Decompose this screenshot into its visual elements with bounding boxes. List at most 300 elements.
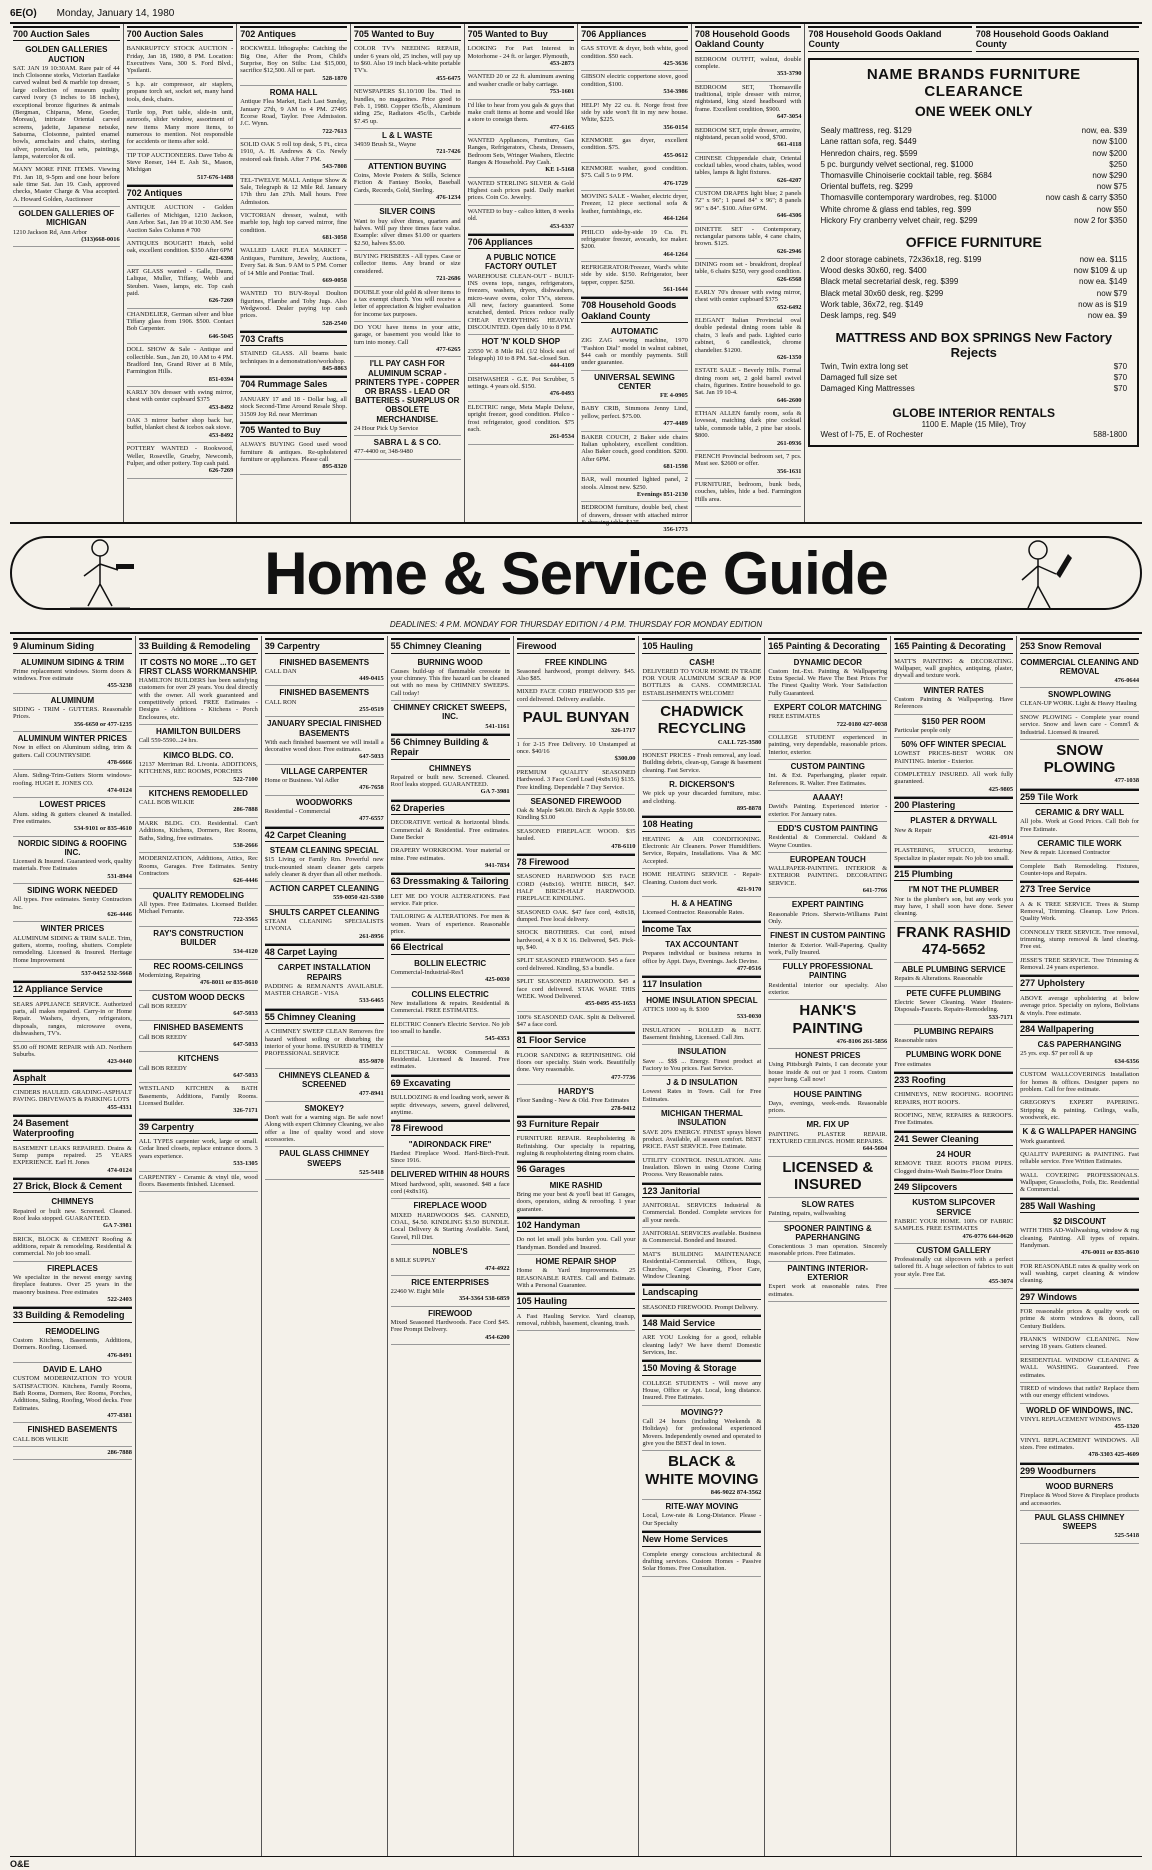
classified-ad (265, 686, 384, 717)
classified-ad (894, 845, 1013, 866)
classified-ad (1020, 993, 1139, 1021)
ad-phone: 261-0534 (549, 433, 575, 441)
store-address: 1100 E. Maple (15 Mile), Troy (921, 420, 1026, 430)
ad-body: FABRIC YOUR HOME. 100's OF FABRIC SAMPLES. FREE ESTIMATES (894, 1217, 1014, 1233)
classified-ad (894, 656, 1013, 684)
ad-body: REMOVE TREE ROOTS FROM PIPES. Clogged drains-Wash Basins-Floor Drains (894, 1160, 1014, 1175)
classified-ad (768, 791, 887, 822)
ad-body: DELIVERED TO YOUR HOME IN TRADE FOR YOUR ALUMINUM SCRAP & POP BOTTLES & CANS. COMMERCIAL ESTABLISHMENTS WELCOME! (642, 667, 762, 697)
ad-phone: 855-9870 (359, 1057, 384, 1065)
ad-phone: 421-0914 (988, 833, 1014, 841)
ad-phone: 474-4922 (485, 1264, 510, 1272)
ad-headline: WOOD BURNERS (1045, 1481, 1114, 1491)
classified-ad (581, 262, 688, 297)
classified-ad (240, 394, 347, 422)
ad-body: ELECTRIC range, Meta Maple Deluxe, upright freezer, good condition. Philco - frost refrigerator, good condition. $75 each. (467, 403, 575, 433)
classified-ad (894, 883, 1013, 921)
ad-body: With each finished basement we will install a decorative wood door. Free estimates. (264, 738, 384, 754)
ad-phone: 533-6465 (359, 997, 384, 1005)
item-price: now ea. $9 (1087, 311, 1128, 320)
section-header: 78 Firewood (517, 854, 636, 869)
ad-headline: SNOWPLOWING (1048, 690, 1112, 700)
classified-ad (13, 694, 132, 732)
item-name: Oriental buffets, reg. $299 (820, 182, 913, 192)
ad-phone: 522-2403 (107, 1296, 132, 1304)
classified-ad (13, 1363, 132, 1423)
ad-headline: IT COSTS NO MORE ...TO GET FIRST CLASS WORKMANSHIP. (139, 657, 258, 676)
classified-ad (695, 315, 802, 365)
ad-body: SEASONED OAK. $47 face cord, 4x8x18, dumped. Free local delivery. (516, 908, 636, 924)
classified-ad (13, 1447, 132, 1460)
ad-body: COLLEGE STUDENT experienced in painting, very dependable, reasonable prices. Interior, exterior. (768, 734, 888, 756)
ad-body: NEWSPAPERS $1.10/100 lbs. Tied in bundles, no magazines. Price good to Feb. 1, 1980. Copper 65c/lb., Aluminum siding 25c, Radiators 45c/lb., Carbide $7.45 up. (353, 88, 461, 125)
ad-phone: Evenings 851-2130 (636, 491, 688, 499)
section-header: 27 Brick, Block & Cement (13, 1178, 132, 1193)
classified-ad (13, 1423, 132, 1447)
classified-ad (139, 1083, 258, 1118)
section-header: 706 Appliances (581, 26, 688, 41)
ad-headline: FREE KINDLING (544, 657, 608, 667)
item-price: $70 (1113, 373, 1128, 383)
ad-phone: 647-5033 (233, 1041, 258, 1049)
classified-ad (768, 1222, 887, 1262)
ad-phone: 652-6492 (776, 303, 802, 311)
ad-phone: 476-1729 (663, 179, 688, 187)
ad-headline: I'LL PAY CASH FOR ALUMINUM SCRAP - PRINTERS TYPE - COPPER OR BRASS - LEAD OR BATTERIES - SURPLUS OR OBSOLETE MERCHANDISE. (355, 359, 460, 424)
classified-ad (468, 43, 575, 71)
ad-body: GREGORY'S EXPERT PAPERING. Stripping & painting. Ceilings, walls, woodwork, etc. (1020, 1099, 1140, 1121)
guide-column-1 (10, 636, 136, 1856)
ad-body: CONNOLLY TREE SERVICE. Tree removal, trimming, stump removal & land clearing. Free est. (1020, 928, 1140, 951)
ad-body: LOWEST PRICES-BEST WORK ON PAINTING. Interior - Exterior. (894, 750, 1014, 765)
ad-headline: I'M NOT THE PLUMBER (908, 885, 999, 895)
ad-headline: CARPET INSTALLATION REPAIRS (277, 963, 371, 982)
ad-body: Repairs & Alterations. Reasonable (894, 975, 983, 983)
ad-body: Home or Business. Val Adler (264, 776, 340, 784)
ad-body: Coins, Movie Posters & Stills, Science Fiction & Fantasy Books, Baseball Cards, Records, Gold, Sterling. (353, 172, 461, 194)
classified-ad (139, 1021, 258, 1052)
ad-phone: 626-4446 (107, 911, 132, 919)
ad-phone: 261-0936 (776, 439, 802, 447)
section-header: 700 Auction Sales (127, 26, 234, 41)
ad-body: Call 559-5590...24 hrs. (138, 737, 198, 745)
ad-headline: CUSTOM WOOD DECKS (151, 992, 245, 1002)
ad-body: Repaired or built new. Screened. Cleaned. Roof leaks stopped. GUARANTEED. (13, 1207, 132, 1223)
ad-body: Now in effect on Aluminum siding, trim & gutters. Call COUNTRYSIDE (13, 744, 132, 759)
classified-ad (1020, 1383, 1139, 1404)
ad-body: Prime replacement windows. Storm doors & windows. Free estimate (13, 667, 132, 683)
ad-phone: 476-0011 or 835-8610 (1081, 1249, 1140, 1257)
ad-headline: PLUMBING REPAIRS (913, 1026, 994, 1036)
ad-body: Turtle top, Port table, slide-in unit, sunroofs, slider window, assortment of new items Many more items, to numerous to mention. Not responsible for accidents or items after sold. (126, 108, 234, 146)
classified-ad (139, 656, 258, 726)
ad-headline: FINISHED BASEMENTS (27, 1425, 118, 1435)
ad-body: 100% SEASONED OAK. Split & Delivered. $47 a face cord. (516, 1013, 636, 1028)
classified-ad (391, 845, 510, 873)
workers-illustration-icon (60, 534, 140, 612)
ad-body: DRAPERY WORKROOM. Your material or mine. Free estimates. (390, 847, 510, 862)
classified-ad (642, 1406, 761, 1452)
ad-body: We specialize in the newest energy saving fireplace features. Over 25 years in the masonry business. Free estimates (13, 1274, 132, 1296)
ad-body: BUYING FRISBEES - All types. Case or collector items. Any brand or size considered. (353, 253, 461, 275)
section-header: 705 Wanted to Buy (468, 26, 575, 41)
ad-headline: JANUARY SPECIAL FINISHED BASEMENTS (266, 719, 382, 738)
classified-ad (468, 178, 575, 206)
item-name: Damaged full size set (820, 373, 897, 383)
ad-headline: FINISHED BASEMENTS (153, 1023, 244, 1033)
classified-ad (13, 884, 132, 922)
ad-body: WALLED LAKE FLEA MARKET - Antiques, Furniture, Jewelry, Auctions, Every Sat. & Sun. 9 AM to 5 PM. Corner of 14 Mile and Pontiac Trail. (240, 247, 347, 277)
ad-body: We pick up your discarded furniture, misc. and clothing. (642, 790, 762, 805)
classified-ad (265, 1069, 384, 1102)
ad-phone: 326-7171 (233, 1107, 258, 1115)
classified-ad (768, 1262, 887, 1302)
classified-ad (139, 991, 258, 1022)
ad-headline: GOLDEN GALLERIES AUCTION (25, 45, 108, 64)
ad-phone: 453-8492 (208, 403, 234, 411)
ad-headline: HANK'S PAINTING (792, 1002, 864, 1037)
ad-headline: HOUSE PAINTING (793, 1089, 862, 1099)
ad-body: VICTORIAN dresser, walnut, with marble top, high top carved mirror, fine condition. (240, 212, 347, 234)
ad-phone: 626-7269 (208, 297, 234, 305)
classified-ad (13, 798, 132, 836)
classified-ad (894, 769, 1013, 797)
classified-ad (265, 656, 384, 687)
price-row (820, 148, 1127, 159)
column-antiques (237, 24, 351, 522)
ad-headline: WORLD OF WINDOWS, INC. (1026, 1405, 1133, 1415)
ad-body: ATTICS 1000 sq. ft. $300 (642, 1005, 709, 1013)
ad-body: SPLIT SEASONED FIREWOOD. $45 a face cord delivered. Kindling, $3 a bundle. (516, 957, 636, 972)
classified-ad (768, 656, 887, 702)
ad-body: BEDROOM SET, triple dresser, armoire, nightstand, pecan solid wood, $700. (694, 126, 802, 141)
ad-body: ABOVE average upholstering at below average price. Specialty on nylons, Bolivians & vinyls. Free estimate. (1020, 994, 1140, 1017)
ad-headline: MOVING?? (680, 1407, 723, 1417)
ad-body: ANTIQUES BOUGHT! Hutch, solid oak, excellent condition. $350 After 6PM (126, 239, 234, 255)
ad-phone: 477-8381 (107, 1412, 132, 1420)
ad-phone: GA 7-3981 (480, 788, 510, 796)
ad-body: QUALITY PAPERING & PAINTING. Fast reliable service. Free Written Estimates. (1020, 1150, 1140, 1166)
ad-phone: 661-4118 (777, 141, 802, 149)
ad-headline: RICE ENTERPRISES (411, 1277, 490, 1287)
price-row (820, 159, 1127, 170)
classified-ad (139, 725, 258, 749)
section-header: 96 Garages (517, 1161, 636, 1176)
ad-body: CLEAN-UP WORK. Light & Heavy Hauling (1020, 700, 1137, 708)
classified-ad (127, 415, 234, 443)
ad-body: COMPLETELY INSURED. All work fully guaranteed. (894, 770, 1014, 786)
ad-body: BAKER COUCH, 2 Baker side chairs Italian upholstery, excellent condition. Also Baker couch, good condition. $200. After 6PM. (581, 433, 688, 463)
ad-body: 23550 W. 8 Mile Rd. (1/2 block east of Telegraph) 10 to 8 PM. Sat.-closed Sun. (467, 347, 575, 363)
ad-headline: SPOONER PAINTING & PAPERHANGING (783, 1223, 872, 1242)
classified-ad (13, 1262, 132, 1308)
ad-body: ELECTRIC Conner's Electric Service. No job too small to handle. (390, 1020, 510, 1035)
ad-headline: A PUBLIC NOTICE FACTORY OUTLET (484, 253, 557, 272)
classified-ad (391, 701, 510, 734)
ad-headline: C&S PAPERHANGING (1037, 1040, 1122, 1050)
classified-ad (468, 71, 575, 99)
classified-ad (391, 891, 510, 912)
classified-ad (391, 817, 510, 845)
ad-phone: 453-6337 (549, 222, 575, 230)
classified-ad (240, 245, 347, 288)
ad-body: BABY CRIB, Simmons Jenny Lind, yellow, perfect. $75.00. (581, 405, 688, 420)
ad-body: All types. Free Estimates. Licensed Builder. Michael Ferrante. (138, 900, 258, 916)
ad-body: PADDING & REM.NANTS AVAILABLE. MASTER CHARGE - VISA (264, 982, 384, 998)
ad-body: CALL DAN (264, 667, 297, 675)
item-name: Sealy mattress, reg. $129 (820, 126, 912, 136)
price-row (820, 170, 1127, 181)
ad-body: CALL BOB WILKIE (13, 1435, 69, 1443)
column-appliances (578, 24, 692, 534)
ad-headline: VILLAGE CARPENTER (280, 766, 368, 776)
ad-body: 12137 Merriman Rd. Livonia. ADDITIONS, KITCHENS, REC ROOMS, PORCHES (138, 760, 258, 776)
item-price: now 2 for $350 (1074, 215, 1128, 225)
classified-ad (1020, 656, 1139, 689)
classified-ad (642, 778, 761, 816)
ad-body: KARLY 30's dresser with swing mirror, chest with center cupboard $375 (126, 388, 234, 404)
ad-phone: 455-0612 (663, 151, 688, 159)
item-price: $250 (1109, 159, 1128, 169)
ad-body: MANY MORE FINE ITEMS. Viewing Fri. Jan 18, 9-5pm and one hour before sale time Sat. Jan 19. Cash, approved checks, Master Charge & Visa accepted. A. Howard Golden, Auctioneer (13, 166, 120, 203)
ad-body: EARLY 70's dresser with swing mirror, chest with center cupboard $375 (694, 289, 802, 304)
classified-ad (1020, 1355, 1139, 1383)
ad-body: SAVE 20% ENERGY. FINEST sprays blown product. Available, all season comfort. BEST PRICE. FAST SERVICE. Free Estimate. (642, 1128, 762, 1151)
ad-body: 1 for 2-15 Free Delivery. 10 Unstamped at once. $40/16 (516, 740, 636, 756)
ad-body: FRENCH Provincial bedroom set, 7 pcs. Must see. $2600 or offer. (694, 452, 802, 468)
ad-phone: 626-4446 (233, 877, 258, 885)
ad-body: Hardest Fireplace Wood. Hard-Birch-Fruit. Since 1916. (390, 1149, 510, 1165)
guide-column-8 (891, 636, 1017, 1856)
clearance-subtitle: ONE WEEK ONLY (914, 103, 1033, 120)
ad-phone: 476-8491 (107, 1351, 132, 1359)
ad-body: Call 24 hours (including Weekends & Holidays) for professional experienced Movers. Independently owned and operated to give you the BEST deal in town. (642, 1418, 762, 1448)
classified-ad (127, 79, 234, 107)
classified-ad (13, 770, 132, 798)
classified-ad (139, 960, 258, 991)
classified-ad (1020, 1480, 1139, 1511)
ad-body: David's Painting. Experienced interior - exterior. For January rates. (768, 803, 888, 818)
ad-body: Particular people only (894, 726, 951, 734)
ad-headline: PLUMBING WORK DONE (905, 1050, 1002, 1060)
ad-body: SPLIT SEASONED HARDWOOD. $45 a face cord delivered. STAK WARE THIS WEEK. Wood Delivered. (516, 978, 636, 1000)
section-header: 9 Aluminum Siding (13, 638, 132, 653)
ad-phone: 559-0050 421-5380 (333, 894, 384, 902)
classified-ad (768, 853, 887, 899)
ad-body: Floor Sanding - New & Old. Free Estimates (516, 1097, 630, 1105)
classified-ad (517, 871, 636, 906)
ad-headline: PAUL GLASS CHIMNEY SWEEPS (279, 1149, 370, 1168)
ad-phone: 476-0644 (1114, 676, 1140, 684)
section-header: 165 Painting & Decorating (768, 638, 887, 653)
ad-headline: CHIMNEYS (429, 763, 472, 773)
ad-headline: R. DICKERSON'S (669, 780, 735, 790)
ad-body: Complete Bath Remodeling. Fixtures, Counter-tops and Repairs. (1020, 862, 1140, 877)
ad-headline: $2 DISCOUNT (1053, 1217, 1107, 1226)
ad-body: ETHAN ALLEN family room, sofa & loveseat, matching dark pine cocktail table, commode table, 2 pine bar stools. $800. (694, 410, 802, 440)
ad-body: COLOR TV's NEEDING REPAIR, under 6 years old, 25 inches, will pay up to $60. Also 19 inch black-white portable TV's. (353, 45, 461, 75)
ad-headline: SIDING WORK NEEDED (27, 886, 118, 896)
section-header: 706 Appliances (468, 234, 575, 249)
ad-phone: 425-0030 (485, 976, 510, 984)
ad-headline: ROMA HALL (269, 88, 318, 98)
ad-body: LET ME DO YOUR ALTERATIONS. Fast service. Fair price. (390, 892, 510, 908)
ad-body: CUSTOM WALLCOVERINGS Installation for homes & offices. Designer papers no problem. Call for free estimate. (1020, 1071, 1140, 1093)
ad-body: ANTIQUE AUCTION - Golden Galleries of Michigan, 1210 Jackson, Ann Arbor. Sat., Jan 19 at 10:30 AM. See Auction Sales Column # 700 (126, 204, 234, 234)
classified-ad (517, 955, 636, 976)
section-header: 702 Antiques (240, 26, 347, 41)
ad-body: WAREHOUSE CLEAN-OUT - BUILT-INS ovens tops, ranges, refrigerators, freezers, washers, dryers, dishwashers, micro-wave ovens, color TV's, stereos. All new, factory guaranteed. Some scratched, dented. Prices reduce really CHEAP. EVERYTHING HEAVILY DISCOUNTED. Open daily 10 to 8 PM. (467, 272, 575, 332)
ad-body: FOR REASONABLE rates & quality work on wall washing, carpet cleaning & window cleaning. (1020, 1262, 1140, 1285)
ad-headline: FULLY PROFESSIONAL PAINTING (782, 962, 873, 981)
ad-body: Residential interior our specialty. Also exterior. (768, 981, 888, 997)
ad-body: SOLID OAK 5 roll top desk, 5 Ft., circa 1910, A. H. Andrews & Co. Newly restored oak finish. After 7 PM. (240, 141, 347, 163)
ad-headline: DAVID E. LAHO (42, 1365, 102, 1375)
classified-ad (642, 1107, 761, 1154)
classified-ad (127, 238, 234, 266)
ad-body: Work guaranteed. (1020, 1137, 1066, 1145)
section-header: 93 Furniture Repair (517, 1116, 636, 1131)
ad-body: ALL TYPES carpenter work, large or small. Cedar lined closets, replace entrance doors. 3 years experience. (138, 1138, 258, 1160)
item-price: now $109 & up (1073, 266, 1128, 276)
classified-ad (139, 787, 258, 818)
ad-headline: CHIMNEY CRICKET SWEEPS, INC. (393, 703, 507, 722)
ad-phone: 851-0394 (208, 375, 234, 383)
craftsman-illustration-icon (1002, 534, 1082, 612)
ad-phone: GA 7-3981 (102, 1222, 132, 1230)
ad-headline: HOT 'N' KOLD SHOP (481, 337, 561, 347)
classified-ad (265, 1102, 384, 1148)
ad-body: MATT'S PAINTING & DECORATING. Wallpaper, wall graphics, antiquing, plaster, drywall and texture work. (894, 657, 1014, 680)
section-header: 117 Insulation (642, 976, 761, 991)
ad-body: Do not let small jobs burden you. Call your Handyman. Bonded and Insured. (516, 1236, 636, 1251)
classified-ad (517, 1133, 636, 1161)
section-header: 42 Carpet Cleaning (265, 827, 384, 842)
ad-headline: DELIVERED WITHIN 48 HOURS (390, 1170, 510, 1180)
classified-ad (127, 443, 234, 478)
classified-ad (354, 357, 461, 436)
ad-body: FOR reasonable prices & quality work on prime & storm windows & doors, call Century Builders. (1020, 1308, 1140, 1330)
ad-phone: 626-4207 (776, 176, 802, 184)
ad-body: 34939 Brush St., Wayne (353, 141, 416, 149)
ad-body: MOVING SALE - Washer, electric dryer, Freezer, 12 piece sectional sofa & leather, furnishings, etc. (581, 193, 688, 215)
classified-ad (13, 1042, 132, 1070)
section-header: 105 Hauling (517, 1293, 636, 1308)
ad-headline: EXPERT PAINTING (791, 900, 864, 910)
ad-phone: 721-2686 (436, 275, 461, 283)
classified-ad (1020, 806, 1139, 837)
ad-body: PREMIUM QUALITY SEASONED Hardwood. 3 Face Cord Load (4x8x16) $135. Free kindling. Dependable 7 Day Service. (516, 768, 636, 791)
classified-ad (517, 656, 636, 687)
ad-body: ALUMINUM SIDING & TRIM SALE. Trim, gutters, storms, roofing, shutters. Complete remodeling. Licensed & Insured. Heritage Home Improvement (13, 934, 132, 964)
ad-headline: SHULTS CARPET CLEANING (268, 907, 380, 917)
ad-headline: KUSTOM SLIPCOVER SERVICE (912, 1198, 996, 1217)
classified-ad (391, 957, 510, 988)
classified-ad (517, 907, 636, 928)
section-header: 700 Auction Sales (13, 26, 120, 41)
classified-ad (391, 1019, 510, 1047)
section-header: 62 Draperies (391, 800, 510, 815)
classified-ad (139, 1172, 258, 1193)
section-header: 705 Wanted to Buy (354, 26, 461, 41)
classified-ad (695, 224, 802, 259)
ad-body: MARK BLDG. CO. Residential. Can't Additions, Kitchens, Dormers, Rec Rooms, Baths, Siding, free estimates. (138, 819, 258, 842)
classified-ad (517, 927, 636, 955)
classified-ad (391, 656, 510, 702)
section-header: 708 Household Goods Oakland County (581, 297, 688, 323)
ad-body: Antique Flea Market, Each Last Sunday, January 27th, 9 AM to 4 PM. 27495 Ecorse Road, Taylor. Free Admission. J.C. Wynn. (240, 98, 347, 128)
ad-phone: 534-9101 or 835-4610 (73, 825, 132, 833)
ad-phone: 476-0776 644-0620 (962, 1232, 1014, 1240)
ad-body: MIXED HARDWOODS $45. CANNED, COAL, $4.50. KINDLING $3.50 BUNDLE. Local Delivery & Starting Available. Sand, Gravel, Fill Dirt. (390, 1211, 510, 1241)
ad-body: Reasonable Prices. Sherwin-Williams Paint Only. (768, 910, 888, 926)
classified-ad (894, 1089, 1013, 1110)
classified-ad (354, 129, 461, 160)
ad-headline: KITCHENS (177, 1054, 219, 1064)
ad-phone: 477-0516 (736, 965, 762, 973)
classified-ad (894, 1196, 1013, 1243)
ad-headline: MIKE RASHID (549, 1180, 603, 1190)
ad-phone: 354-3364 538-6859 (458, 1295, 510, 1303)
ad-body: Residential - Commercial (264, 807, 331, 815)
ad-body: Nor is the plumber's son, but any work you may have, I shall soon have done. Sewer cleaning. (894, 895, 1014, 918)
classified-ad (695, 287, 802, 315)
ad-body: I'd like to hear from you gals & guys that make craft items at home and would like a store to consign them. (467, 101, 575, 124)
ad-headline: FINISHED BASEMENTS (279, 688, 370, 698)
classified-ad (139, 818, 258, 853)
ad-body: 477-4400 or, 348-9480 (353, 448, 413, 456)
ad-phone: 464-1264 (663, 215, 688, 223)
column-wanted-2 (465, 24, 579, 522)
ad-headline: LICENSED & INSURED (782, 1158, 874, 1193)
section-header: Asphalt (13, 1070, 132, 1085)
ad-body: All types. Free estimates. Sentry Contractors Inc. (13, 896, 132, 911)
ad-body: Call BOB REEDY (138, 1064, 188, 1072)
classified-ad (468, 100, 575, 135)
classified-ad (695, 365, 802, 408)
ad-body: SEASONED HARDWOOD $35 FACE CORD (4x8x16). WHITE BIRCH, $47. HALF BIRCH-HALF HARDWOOD. FIREPLACE KINDLING. (516, 873, 636, 903)
section-header: 249 Slipcovers (894, 1179, 1013, 1194)
section-header: 55 Chimney Cleaning (265, 1009, 384, 1024)
classified-ad (265, 717, 384, 764)
clearance-title: NAME BRANDS FURNITURE CLEARANCE (866, 65, 1081, 100)
classified-ad (1020, 1404, 1139, 1435)
section-header: 253 Snow Removal (1020, 638, 1139, 653)
item-price: now $79 (1096, 288, 1128, 298)
section-header: 702 Antiques (127, 185, 234, 200)
classified-ad (581, 163, 688, 191)
ad-phone: 455-4331 (107, 1103, 132, 1111)
ad-phone: 478-3303 425-4609 (1088, 1451, 1140, 1459)
classified-ad (13, 837, 132, 884)
classified-ad (642, 750, 761, 778)
ad-body: ELECTRICAL WORK Commercial & Residential. Licensed & Insured. Free estimates. (390, 1048, 510, 1071)
classified-ad (581, 135, 688, 163)
classified-ad (695, 408, 802, 451)
ad-body: Days, evenings, week-ends. Reasonable prices. (768, 1099, 888, 1115)
ad-headline: REC ROOMS-CEILINGS (153, 961, 244, 971)
section-header: 708 Household Goods Oakland County (808, 26, 971, 52)
ad-headline: AUTOMATIC (610, 327, 659, 337)
price-row (820, 215, 1127, 226)
ad-body: MIXED FACE CORD FIREWOOD $35 per cord delivered. Delivery available. (516, 688, 636, 703)
classified-ad (139, 1052, 258, 1083)
classified-ad (240, 86, 347, 139)
classified-ad (1020, 927, 1139, 955)
ad-body: ROOFING, NEW, REPAIRS & REROOFS. Free Estimates. (894, 1112, 1014, 1127)
ad-body: WITH THIS AD-Wallwashing, window & rug cleaning. Painting. All types of repairs. Handyman. (1020, 1227, 1140, 1249)
classified-ad (13, 656, 132, 694)
